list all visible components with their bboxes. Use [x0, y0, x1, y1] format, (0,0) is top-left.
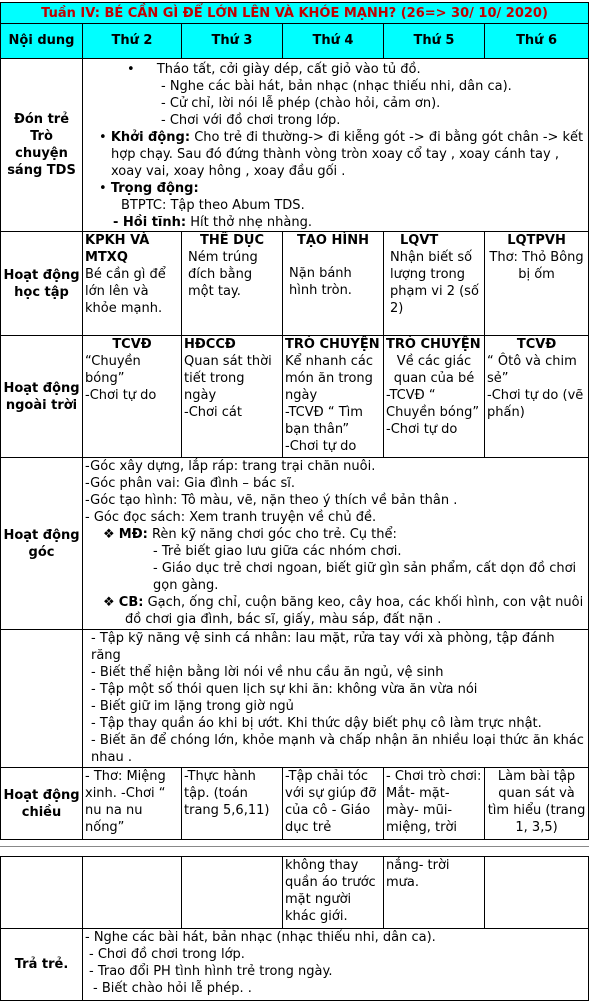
tra-tre-content	[83, 929, 589, 1001]
ngoai-troi-cell	[283, 336, 384, 458]
trong-dong-label: Trọng động:	[110, 181, 199, 196]
md-line: - Trẻ biết giao lưu giữa các nhóm chơi.	[153, 544, 402, 559]
ngoai-troi-line: “Chuyền bóng”	[85, 354, 141, 386]
row-tra-tre	[1, 929, 589, 1001]
don-tre-content: • Tháo tất, cởi giày dép, cất giỏ vào tủ đồ. - Nghe các bài hát, bản nhạc (nhạc thiếu nhi, dân ca). - Cử chỉ, lời nói lễ phép (chào hỏi, cảm ơn). - Chơi với đồ chơi trong lớp. • Khởi động: Cho trẻ đi thường-> đi kiễng gót -> đi bằng gót chân -> kết hợp chạy. Sau đó đứng thành vòng tròn xoay cổ tay , xoay cánh tay , xoay vai, xoay hông , xoay đầu gối . • Trọng động: BTPTC: Tập theo Abum TDS. - Hồi tĩnh: Hít thở nhẹ nhàng.	[83, 59, 589, 232]
goc-line: -Góc tạo hình: Tô màu, vẽ, nặn theo ý thích về bản thân .	[85, 493, 458, 508]
ve-sinh-line: - Tập thay quần áo khi bị ướt. Khi thức dậy biết phụ cô làm trực nhật.	[91, 716, 542, 731]
continued-cell	[182, 857, 283, 929]
ngoai-troi-line: -Chơi tự do (vẽ phấn)	[487, 388, 584, 420]
chieu-cell: Làm bài tập quan sát và tìm hiểu (trang 1, 3,5)	[485, 768, 589, 840]
don-tre-line: - Chơi với đồ chơi trong lớp.	[161, 113, 341, 128]
continued-label-cell	[1, 857, 83, 929]
diamond-bullet-icon: ❖	[103, 595, 115, 610]
tra-tre-line: - Chơi đồ chơi trong lớp.	[89, 947, 245, 962]
ngoai-troi-line: Về các giác quan của bé	[393, 354, 475, 386]
tra-tre-line: - Nghe các bài hát, bản nhạc (nhạc thiếu nhi, dân ca).	[85, 930, 436, 945]
chieu-cell: -Tập chải tóc với sự giúp đỡ của cô - Giáo dục trẻ	[283, 768, 384, 840]
ngoai-troi-title: TRÒ CHUYỆN	[386, 337, 481, 352]
hoc-tap-title: LQTPVH	[507, 233, 566, 248]
cb-label: CB:	[118, 595, 144, 610]
hoc-tap-cell	[283, 232, 384, 336]
don-tre-line: - Nghe các bài hát, bản nhạc (nhạc thiếu nhi, dân ca).	[161, 79, 512, 94]
ngoai-troi-line: Quan sát thời tiết trong ngày	[184, 354, 272, 403]
ngoai-troi-title: TRÒ CHUYỆN	[285, 337, 380, 352]
don-tre-line: - Cử chỉ, lời nói lễ phép (chào hỏi, cảm ơn).	[161, 96, 441, 111]
row-label-don-tre: Đón trẻ Trò chuyện sáng TDS	[1, 59, 83, 232]
row-label-ve-sinh	[1, 630, 83, 768]
row-hoc-tap	[1, 232, 589, 336]
hoc-tap-title: TẠO HÌNH	[297, 233, 369, 248]
continued-cell	[83, 857, 182, 929]
tra-tre-line: - Trao đổi PH tình hình trẻ trong ngày.	[89, 964, 333, 979]
ngoai-troi-line: -Chơi tự do	[285, 439, 357, 454]
hoc-tap-cell	[485, 232, 589, 336]
tra-tre-line: - Biết chào hỏi lễ phép. .	[93, 981, 252, 996]
ngoai-troi-line: “ Ôtô và chim sẻ”	[487, 354, 577, 386]
ngoai-troi-title: TCVĐ	[516, 337, 557, 352]
hoc-tap-text: Thơ: Thỏ Bông bị ốm	[489, 250, 584, 282]
header-day-3: Thứ 3	[182, 24, 283, 59]
row-goc	[1, 458, 589, 630]
ve-sinh-line: - Biết giữ im lặng trong giờ ngủ	[91, 699, 294, 714]
row-label-ngoai-troi: Hoạt động ngoài trời	[1, 336, 83, 458]
hoc-tap-text: Nhận biết số lượng trong phạm vi 2 (số 2)	[390, 250, 479, 316]
continued-cell: nắng- trời mưa.	[384, 857, 485, 929]
md-text: Rèn kỹ năng chơi góc cho trẻ. Cụ thể:	[151, 527, 397, 542]
hoi-tinh-text: Hít thở nhẹ nhàng.	[190, 215, 312, 230]
schedule-table	[0, 2, 589, 840]
khoi-dong-text: Cho trẻ đi thường-> đi kiễng gót -> đi bằng gót chân -> kết hợp chạy. Sau đó đứng thành vòng tròn xoay cổ tay , xoay cánh tay , xoay vai, xoay hông , xoay đầu gối .	[111, 130, 584, 179]
khoi-dong-label: Khởi động:	[110, 130, 191, 145]
row-chieu-continued	[1, 857, 589, 929]
hoc-tap-title: LQVT	[400, 233, 439, 248]
goc-line: -Góc phân vai: Gia đình – bác sĩ.	[85, 476, 295, 491]
trong-dong-text: BTPTC: Tập theo Abum TDS.	[121, 198, 305, 213]
ngoai-troi-cell	[83, 336, 182, 458]
ngoai-troi-title: HĐCCĐ	[184, 337, 236, 352]
header-day-2: Thứ 2	[83, 24, 182, 59]
hoc-tap-text: Ném trúng đích bằng một tay.	[188, 250, 258, 299]
continued-cell	[485, 857, 589, 929]
row-ve-sinh	[1, 630, 589, 768]
ngoai-troi-line: -TCVĐ “ Chuyền bóng”	[386, 388, 480, 420]
hoc-tap-text: Nặn bánh hình tròn.	[289, 266, 352, 298]
row-chieu	[1, 768, 589, 840]
chieu-cell: -Thực hành tập. (toán trang 5,6,11)	[182, 768, 283, 840]
hoc-tap-cell	[83, 232, 182, 336]
diamond-bullet-icon: ❖	[103, 527, 115, 542]
goc-content	[83, 458, 589, 630]
md-label: MĐ:	[118, 527, 148, 542]
hoi-tinh-label: - Hồi tĩnh:	[113, 215, 187, 230]
header-row	[1, 24, 589, 59]
hoc-tap-cell	[182, 232, 283, 336]
goc-line: - Góc đọc sách: Xem tranh truyện về chủ đề.	[85, 510, 377, 525]
ngoai-troi-line: -Chơi tự do	[85, 388, 157, 403]
ngoai-troi-cell	[182, 336, 283, 458]
ngoai-troi-line: Kể nhanh các món ăn trong ngày	[285, 354, 373, 403]
row-label-chieu: Hoạt động chiều	[1, 768, 83, 840]
ngoai-troi-line: -Chơi tự do	[386, 422, 458, 437]
hoc-tap-text: Bé cần gì để lớn lên và khỏe mạnh.	[85, 267, 166, 316]
ve-sinh-line: - Biết ăn để chóng lớn, khỏe mạnh và chấp nhận ăn nhiều loại thức ăn khác nhau .	[91, 733, 584, 765]
hoc-tap-cell	[384, 232, 485, 336]
header-day-5: Thứ 5	[384, 24, 485, 59]
row-don-tre	[1, 59, 589, 232]
page-title: Tuần IV: BÉ CẦN GÌ ĐỂ LỚN LÊN VÀ KHÓE MẠNH? (26=> 30/ 10/ 2020)	[1, 3, 589, 24]
ngoai-troi-cell	[485, 336, 589, 458]
header-day-4: Thứ 4	[283, 24, 384, 59]
row-ngoai-troi	[1, 336, 589, 458]
ngoai-troi-cell	[384, 336, 485, 458]
row-label-hoc-tap: Hoạt động học tập	[1, 232, 83, 336]
ve-sinh-line: - Tập kỹ năng vệ sinh cá nhân: lau mặt, rửa tay với xà phòng, tập đánh răng	[91, 631, 555, 663]
ve-sinh-line: - Biết thể hiện bằng lời nói về nhu cầu ăn ngủ, vệ sinh	[91, 665, 444, 680]
goc-line: -Góc xây dựng, lắp ráp: trang trại chăn nuôi.	[85, 459, 376, 474]
chieu-cell: - Thơ: Miệng xinh. -Chơi “ nu na nu nống”	[83, 768, 182, 840]
ngoai-troi-line: -Chơi cát	[184, 405, 242, 420]
hoc-tap-title: THỂ DỤC	[199, 233, 265, 248]
cb-text: Gạch, ống chỉ, cuộn băng keo, cây hoa, các khối hình, con vật nuôi đồ chơi gia đình, bác sĩ, giấy, màu sáp, đất nặn .	[125, 595, 584, 627]
ve-sinh-content	[83, 630, 589, 768]
header-day-6: Thứ 6	[485, 24, 589, 59]
row-label-goc: Hoạt động góc	[1, 458, 83, 630]
continued-cell: không thay quần áo trước mặt người khác giới.	[283, 857, 384, 929]
row-label-tra-tre: Trả trẻ.	[1, 929, 83, 1001]
chieu-cell: - Chơi trò chơi: Mắt- mặt-mày- mũi-miệng, trời	[384, 768, 485, 840]
schedule-table-continued	[0, 856, 589, 1001]
don-tre-line: Tháo tất, cởi giày dép, cất giỏ vào tủ đồ.	[156, 62, 421, 77]
ve-sinh-line: - Tập một số thói quen lịch sự khi ăn: không vừa ăn vừa nói	[91, 682, 478, 697]
hoc-tap-title: KPKH VÀ MTXQ	[85, 233, 150, 265]
ngoai-troi-title: TCVĐ	[112, 337, 152, 352]
header-content: Nội dung	[1, 24, 83, 59]
ngoai-troi-line: -TCVĐ “ Tìm bạn thân”	[285, 405, 363, 437]
md-line: - Giáo dục trẻ chơi ngoan, biết giữ gìn sản phẩm, cất dọn đồ chơi gọn gàng.	[153, 561, 577, 593]
